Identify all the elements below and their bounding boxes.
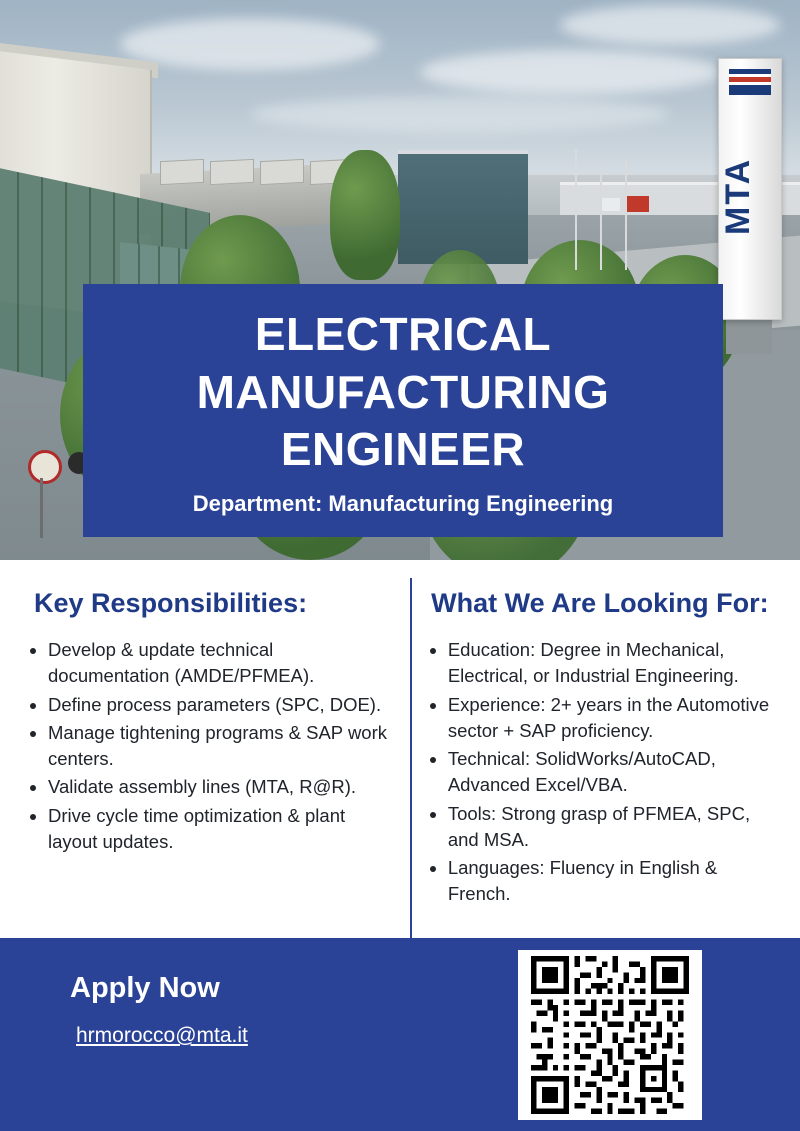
list-item: • Technical: SolidWorks/AutoCAD, Advanced Excel/VBA. [448, 746, 774, 799]
mta-sign-text: MTA [719, 157, 757, 235]
sign-base [726, 318, 772, 354]
title-line-2: MANUFACTURING [196, 365, 610, 418]
list-item: • Tools: Strong grasp of PFMEA, SPC, and MSA. [448, 801, 774, 854]
list-item: • Experience: 2+ years in the Automotive sector + SAP proficiency. [448, 692, 774, 745]
flag-pole [625, 160, 627, 270]
office-building [398, 150, 528, 264]
department-subtitle: Department: Manufacturing Engineering [192, 490, 614, 516]
street-sign-icon [28, 450, 62, 484]
list-item: • Drive cycle time optimization & plant layout updates. [48, 803, 396, 856]
mta-logo-icon [729, 69, 771, 95]
title-line-3: ENGINEER [280, 423, 526, 475]
qr-code[interactable] [518, 950, 702, 1120]
responsibilities-column [12, 578, 410, 938]
flag [602, 198, 620, 211]
requirements-column [410, 578, 788, 938]
footer-bar [0, 938, 800, 1131]
list-item: • Languages: Fluency in English & French. [448, 855, 774, 908]
apply-now-heading: Apply Now [70, 972, 220, 1004]
page-title [103, 306, 703, 479]
cloud [420, 50, 720, 94]
requirements-list [426, 637, 774, 908]
title-line-1: ELECTRICAL [254, 308, 552, 360]
responsibilities-heading: Key Responsibilities: [34, 588, 308, 618]
hvac-unit [260, 159, 304, 185]
mta-pylon-sign [718, 58, 782, 320]
hvac-unit [210, 159, 254, 185]
cloud [560, 5, 780, 45]
tree [330, 150, 400, 280]
list-item: • Manage tightening programs & SAP work centers. [48, 720, 396, 773]
list-item: • Validate assembly lines (MTA, R@R). [48, 774, 396, 800]
contact-email-link[interactable]: hrmorocco@mta.it [76, 1024, 248, 1047]
sign-pole [40, 478, 43, 538]
cloud [120, 18, 380, 70]
hvac-unit [160, 159, 204, 185]
list-item: • Define process parameters (SPC, DOE). [48, 692, 396, 718]
flag [627, 196, 649, 212]
responsibilities-list [26, 637, 396, 855]
list-item: • Education: Degree in Mechanical, Electrical, or Industrial Engineering. [448, 637, 774, 690]
list-item: • Develop & update technical documentation (AMDE/PFMEA). [48, 637, 396, 690]
flag-pole [575, 150, 577, 270]
qr-code-image [524, 956, 696, 1114]
requirements-heading: What We Are Looking For: [431, 588, 769, 618]
flag-pole [600, 165, 602, 270]
cloud [250, 96, 670, 132]
content-columns [0, 578, 800, 938]
title-banner [83, 284, 723, 537]
